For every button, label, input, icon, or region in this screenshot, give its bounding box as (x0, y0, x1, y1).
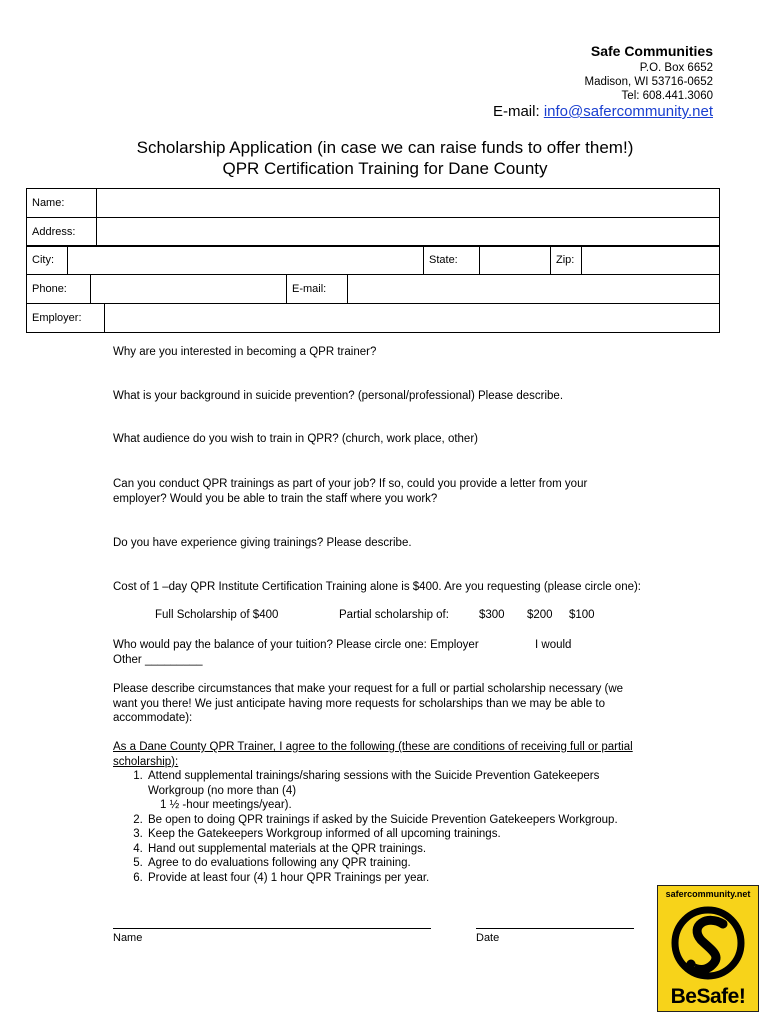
option-partial: Partial scholarship of: (339, 609, 449, 621)
question-experience: Do you have experience giving trainings? Please describe. (113, 537, 412, 549)
option-i-would[interactable]: I would (535, 639, 572, 651)
employer-label: Employer: (27, 304, 105, 333)
date-signature-label: Date (476, 932, 500, 944)
org-po-box: P.O. Box 6652 (639, 62, 713, 74)
state-label: State: (424, 246, 480, 275)
page-title: Scholarship Application (in case we can raise funds to offer them!) (136, 138, 634, 157)
org-email-link[interactable]: info@safercommunity.net (543, 103, 713, 120)
option-100[interactable]: $100 (569, 609, 595, 621)
question-circumstances: Please describe circumstances that make your request for a full or partial scholarship necessary (we want you there! We just anticipate having more requests for scholarships than we may be able to accommodate): (113, 683, 624, 724)
email-label: E-mail: (287, 275, 348, 304)
question-cost: Cost of 1 –day QPR Institute Certification Training alone is $400. Are you requesting (please circle one): (113, 581, 642, 593)
agreement-section (113, 740, 633, 885)
date-signature-line[interactable] (476, 928, 634, 929)
condition-item: 4. Hand out supplemental materials at the QPR trainings. (146, 842, 633, 857)
org-city: Madison, WI 53716-0652 (584, 76, 713, 88)
zip-label: Zip: (551, 246, 582, 275)
org-name: Safe Communities (590, 43, 713, 59)
condition-item: 2. Be open to doing QPR trainings if asked by the Suicide Prevention Gatekeepers Workgroup. (146, 813, 633, 828)
besafe-logo (657, 885, 759, 1012)
page-subtitle: QPR Certification Training for Dane County (222, 159, 548, 178)
org-header (493, 44, 713, 119)
org-email-label: E-mail: (492, 103, 544, 120)
name-signature-label: Name (113, 932, 143, 944)
name-field[interactable] (97, 189, 720, 218)
zip-field[interactable] (582, 246, 720, 275)
condition-item: 6. Provide at least four (4) 1 hour QPR Trainings per year. (146, 871, 633, 886)
employer-field[interactable] (105, 304, 720, 333)
org-tel: Tel: 608.441.3060 (621, 90, 713, 102)
agreement-intro: As a Dane County QPR Trainer, I agree to the following (these are conditions of receiving full or partial scholarship): (113, 741, 633, 768)
phone-row-table (26, 274, 720, 304)
employer-row-table (26, 303, 720, 333)
phone-field[interactable] (91, 275, 287, 304)
question-interest: Why are you interested in becoming a QPR trainer? (113, 346, 377, 358)
question-background: What is your background in suicide prevention? (personal/professional) Please describe. (113, 390, 564, 402)
logo-url: safercommunity.net (665, 889, 751, 899)
question-job: Can you conduct QPR trainings as part of your job? If so, could you provide a letter from your employer? Would you be able to train the staff where you work? (113, 478, 588, 505)
option-other[interactable]: Other _________ (113, 654, 203, 666)
option-full[interactable]: Full Scholarship of $400 (155, 609, 279, 621)
address-field[interactable] (97, 218, 720, 247)
city-field[interactable] (68, 246, 424, 275)
city-label: City: (27, 246, 68, 275)
condition-item: 5. Agree to do evaluations following any QPR training. (146, 856, 633, 871)
option-200[interactable]: $200 (527, 609, 553, 621)
applicant-info-table (26, 188, 720, 247)
besafe-logo-icon (671, 904, 745, 982)
name-signature-line[interactable] (113, 928, 431, 929)
address-label: Address: (27, 218, 97, 247)
email-field[interactable] (348, 275, 720, 304)
conditions-list (113, 769, 633, 885)
org-email (493, 105, 713, 119)
condition-item: 1. Attend supplemental trainings/sharing sessions with the Suicide Prevention Gatekeepers Workgroup (no more than (4) 1 ½ -hour meetings/year). (146, 769, 633, 813)
city-row-table (26, 245, 720, 275)
phone-label: Phone: (27, 275, 91, 304)
option-300[interactable]: $300 (479, 609, 505, 621)
state-field[interactable] (480, 246, 551, 275)
logo-text: BeSafe! (670, 985, 746, 1008)
question-audience: What audience do you wish to train in QPR? (church, work place, other) (113, 433, 478, 445)
condition-item: 3. Keep the Gatekeepers Workgroup informed of all upcoming trainings. (146, 827, 633, 842)
name-label: Name: (27, 189, 97, 218)
question-balance: Who would pay the balance of your tuition? Please circle one: Employer (113, 639, 479, 651)
